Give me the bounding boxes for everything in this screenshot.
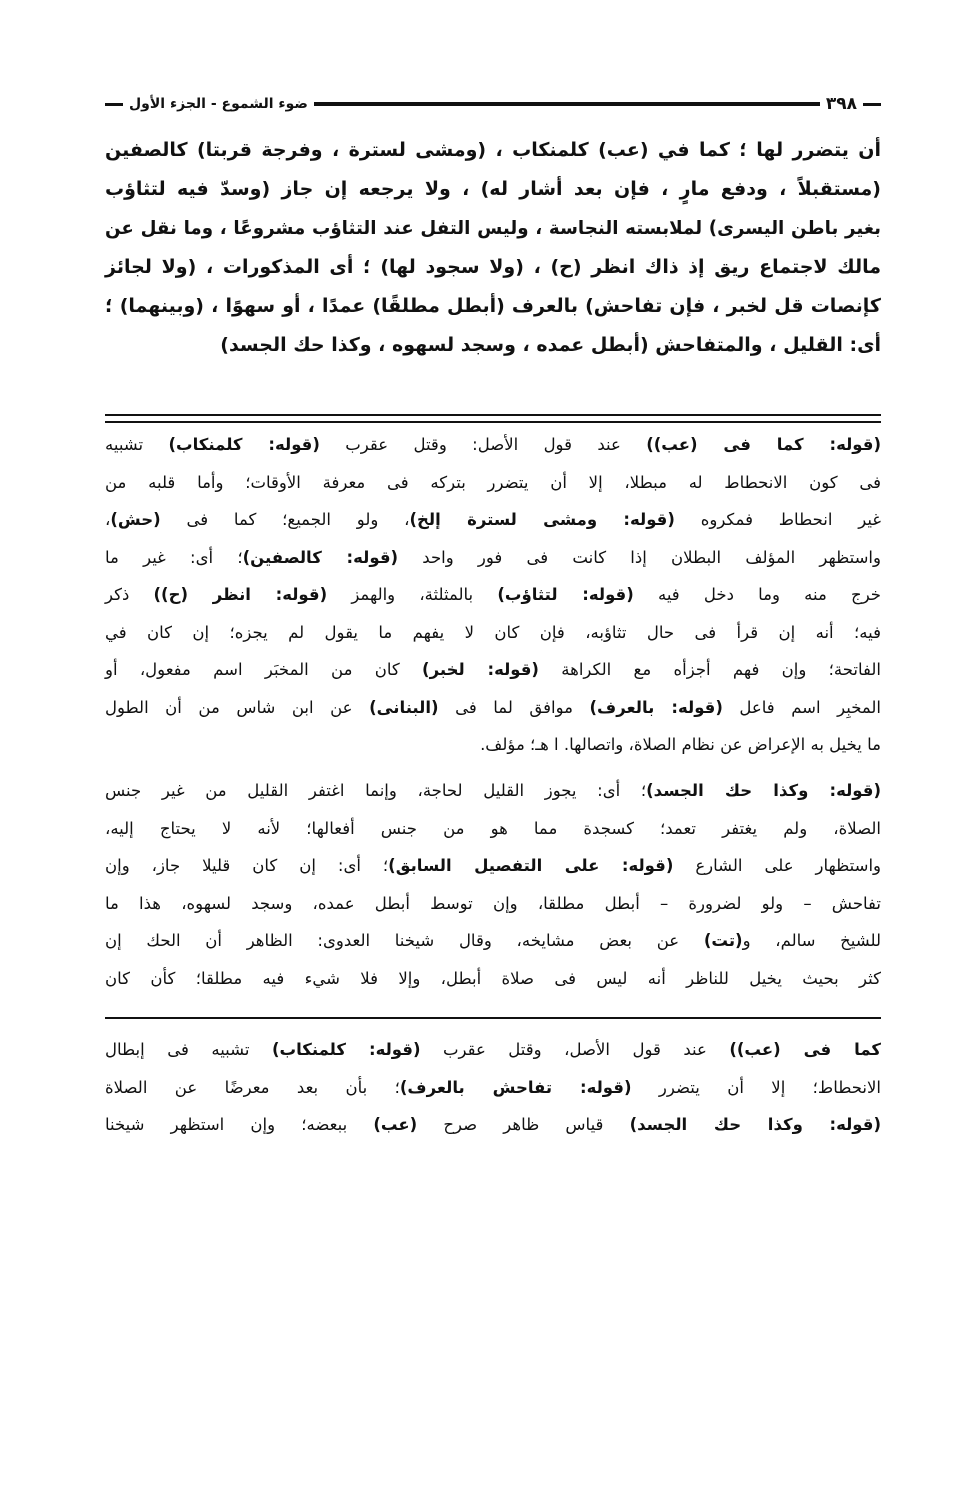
text-segment: بالمثلثة، والهمز bbox=[327, 585, 498, 604]
text-segment: غير انحطاط فمكروه bbox=[674, 510, 881, 529]
text-segment: المخبِر اسم فاعل bbox=[722, 697, 881, 717]
text-line bbox=[105, 726, 881, 764]
commentary-paragraph-1 bbox=[105, 426, 881, 764]
text-segment: عند قول الأصل، وقتل عقرب bbox=[420, 1040, 730, 1059]
commentary-paragraph-2 bbox=[105, 772, 881, 997]
text-segment: (مستقبلاً ، ودفع مارٍ ، فإن بعد أشار له) ، ولا يرجعه إن جاز (وسدّ فيه لتثاؤب bbox=[105, 178, 881, 200]
text-segment: ؛ أى: يجوز القليل لحاجة، وإنما اغتفر القليل من غير جنس bbox=[105, 781, 647, 800]
quoted-term: (قوله: كلمنكاب) bbox=[168, 435, 320, 454]
quoted-term: (قوله: كلمنكاب) bbox=[271, 1040, 421, 1059]
quoted-term: (قوله: انظر (ح)) bbox=[153, 585, 328, 604]
text-line bbox=[105, 614, 881, 652]
text-line bbox=[105, 539, 881, 577]
text-line bbox=[105, 170, 881, 209]
text-segment: ما يخيل به الإعراض عن نظام الصلاة، واتصالها. ا هـ؛ مؤلف. bbox=[480, 735, 881, 754]
text-line bbox=[105, 922, 881, 960]
text-segment: ذكر bbox=[105, 585, 154, 604]
quoted-term: (البنانى) bbox=[369, 697, 439, 717]
text-segment: أن يتضرر لها ؛ كما في (عب) كلمنكاب ، (ومشى لسترة ، وفرجة قربتا) كالصفين bbox=[105, 139, 881, 161]
text-segment: أى: القليل ، والمتفاحش (أبطل عمده ، وسجد لسهوه ، وكذا حك الجسد) bbox=[220, 334, 881, 356]
text-line bbox=[105, 960, 881, 998]
text-segment: تشبيه فى إبطال bbox=[105, 1040, 272, 1059]
quoted-term: (قوله: وكذا حك الجسد) bbox=[646, 781, 881, 800]
quoted-term: (قوله: لخبر) bbox=[422, 660, 539, 679]
text-segment: فى كون الانحطاط له مبطلا، إلا أن يتضرر بتركه فى معرفة الأوقات؛ وأما قلبه من bbox=[105, 472, 881, 492]
main-text bbox=[105, 131, 881, 365]
quoted-term: (قوله: ومشى لسترة إلخ) bbox=[409, 510, 675, 529]
quoted-term: (قوله: كما فى (عب)) bbox=[646, 435, 881, 454]
text-segment: ببعضه؛ وإن استظهر شيخنا bbox=[105, 1115, 374, 1134]
quoted-term: (عب) bbox=[373, 1115, 418, 1134]
text-segment: ، bbox=[105, 510, 111, 529]
text-segment: ؛ أى: غير ما bbox=[105, 547, 243, 567]
text-segment: واستظهر المؤلف البطلان إذا كانت فى فور واحد bbox=[398, 547, 881, 567]
quoted-term: (قوله: لتثاؤب) bbox=[497, 585, 634, 604]
text-line bbox=[105, 1031, 881, 1069]
text-segment: واستظهار على الشارع bbox=[673, 856, 881, 875]
text-line bbox=[105, 1106, 881, 1144]
text-line bbox=[105, 772, 881, 810]
text-line bbox=[105, 209, 881, 248]
text-segment: الصلاة، ولم يغتفر تعمد؛ كسجدة مما هو من جنس أفعالها؛ لأنه لا يحتاج إليه، bbox=[105, 818, 881, 838]
text-line bbox=[105, 131, 881, 170]
book-title: ضوء الشموع - الجزء الأول bbox=[129, 96, 308, 112]
text-line bbox=[105, 326, 881, 365]
header-dash bbox=[863, 103, 881, 106]
double-rule-bottom bbox=[105, 421, 881, 423]
header-dash bbox=[105, 103, 123, 106]
text-segment: كثر بحيث يخيل للناظر أنه ليس فى صلاة أبطل، وإلا فلا شيء فيه مطلقا؛ كأن كان bbox=[105, 968, 881, 988]
text-line bbox=[105, 1069, 881, 1107]
text-line bbox=[105, 464, 881, 502]
text-segment: عند قول الأصل: وقتل عقرب bbox=[319, 435, 647, 454]
quoted-term: (قوله: وكذا حك الجسد) bbox=[629, 1115, 881, 1134]
page-number: ٣٩٨ bbox=[825, 94, 857, 114]
text-segment: مالك لاجتماع ريق إذ ذاك انظر (ح) ، (ولا سجود لها) ؛ أى المذكورات ، (ولا لجائز bbox=[105, 256, 881, 278]
text-line bbox=[105, 847, 881, 885]
quoted-term: (قوله: على التفصيل السابق) bbox=[388, 856, 674, 875]
text-line bbox=[105, 810, 881, 848]
text-segment: خرج منه وما دخل فيه bbox=[633, 585, 881, 604]
text-segment: للشيخ سالم، و bbox=[742, 931, 881, 950]
text-segment: موافق لما فى bbox=[438, 697, 590, 717]
quoted-term: (قوله: كالصفين) bbox=[242, 547, 399, 567]
text-segment: الانحطاط؛ إلا أن يتضرر bbox=[631, 1077, 881, 1097]
text-segment: ، ولو الجميع؛ كما فى bbox=[160, 510, 410, 529]
text-segment: عن ابن شاس من أن الطول bbox=[105, 697, 370, 717]
quoted-term: (حش) bbox=[110, 510, 161, 529]
text-segment: قياس ظاهر صرح bbox=[417, 1115, 630, 1134]
running-header bbox=[105, 92, 881, 116]
footnote-rule bbox=[105, 1017, 881, 1019]
text-line bbox=[105, 426, 881, 464]
double-rule-top bbox=[105, 414, 881, 416]
text-segment: فيه؛ أنه إن قرأ فى حال تثاؤبه، فإن كان لا يفهم ما يقول لم يجزه؛ إن كان في bbox=[105, 622, 881, 642]
header-rule bbox=[314, 102, 820, 106]
text-line bbox=[105, 651, 881, 689]
text-line bbox=[105, 248, 881, 287]
text-segment: بغير باطن اليسرى) لملابسته النجاسة ، وليس التفل عند التثاؤب مشروعًا ، وما نقل عن bbox=[105, 218, 881, 239]
quoted-term: كما فى (عب)) bbox=[729, 1040, 882, 1059]
text-segment: تشبيه bbox=[105, 435, 169, 454]
text-line bbox=[105, 885, 881, 923]
text-line bbox=[105, 501, 881, 539]
quoted-term: (قوله: تفاحش بالعرف) bbox=[399, 1077, 632, 1097]
text-line bbox=[105, 689, 881, 727]
footnotes bbox=[105, 1031, 881, 1144]
text-line bbox=[105, 287, 881, 326]
text-segment: تفاحش – ولو لضرورة – أبطل مطلقا، وإن توسط أبطل عمده، وسجد لسهوه، هذا ما bbox=[105, 893, 881, 913]
text-segment: الفاتحة؛ وإن فهم أجزأه مع الكراهة bbox=[538, 660, 881, 679]
text-segment: كإنصات قل لخبر ، فإن تفاحش) بالعرف (أبطل مطلقًا) عمدًا ، أو سهوًا ، (وبينهما) ؛ bbox=[105, 295, 881, 317]
text-segment: عن بعض مشايخه، وقال شيخنا العدوى: الظاهر أن الحك إن bbox=[105, 931, 704, 950]
text-line bbox=[105, 576, 881, 614]
text-segment: ؛ بأن بعد معرضًا عن الصلاة bbox=[105, 1077, 400, 1097]
quoted-term: (قوله: بالعرف) bbox=[589, 697, 723, 717]
text-segment: كان من المخبَر اسم مفعول، أو bbox=[105, 660, 423, 679]
text-segment: ؛ أى: إن كان قليلا جاز، وإن bbox=[105, 856, 389, 875]
quoted-term: (تت) bbox=[703, 931, 743, 950]
